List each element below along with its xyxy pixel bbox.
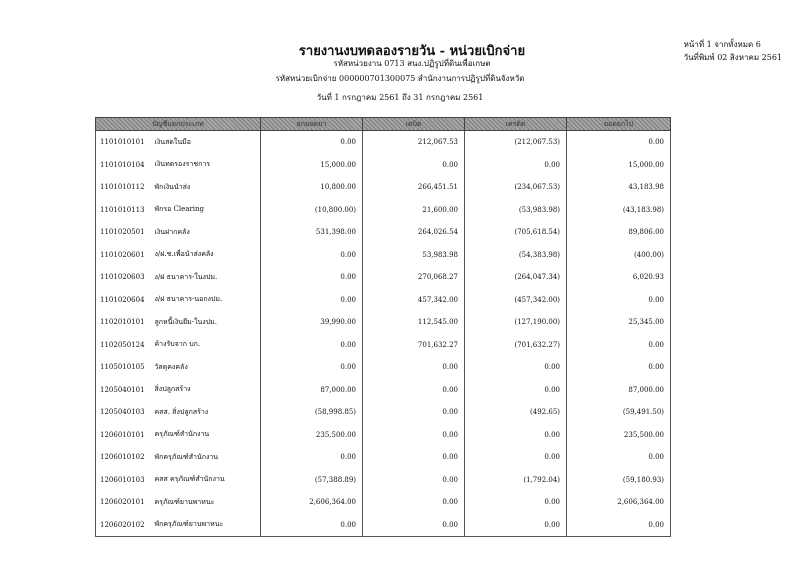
account-name: พักครุภัณฑ์ยานพาหนะ xyxy=(153,514,261,537)
account-name: สิ่งปลูกสร้าง xyxy=(153,379,261,402)
carried-forward-cell: (59,180.93) xyxy=(567,469,671,492)
brought-forward-cell: 0.00 xyxy=(261,334,363,357)
table-row xyxy=(96,491,671,514)
carried-forward-cell: 6,020.93 xyxy=(567,266,671,289)
debit-cell: 266,451.51 xyxy=(363,176,465,199)
table-row xyxy=(96,424,671,447)
credit-cell: 0.00 xyxy=(465,356,567,379)
carried-forward-cell: 0.00 xyxy=(567,514,671,537)
credit-cell: (127,190.00) xyxy=(465,311,567,334)
account-code: 1101010101 xyxy=(96,131,153,154)
debit-cell: 212,067.53 xyxy=(363,131,465,154)
debit-cell: 112,545.00 xyxy=(363,311,465,334)
table-row xyxy=(96,154,671,177)
account-code: 1206020101 xyxy=(96,491,153,514)
carried-forward-cell: 0.00 xyxy=(567,356,671,379)
debit-cell: 53,983.98 xyxy=(363,244,465,267)
table-row xyxy=(96,514,671,537)
credit-cell: 0.00 xyxy=(465,424,567,447)
brought-forward-cell: 0.00 xyxy=(261,356,363,379)
carried-forward-cell: 43,183.98 xyxy=(567,176,671,199)
debit-cell: 0.00 xyxy=(363,424,465,447)
account-name: คสส ครุภัณฑ์สำนักงาน xyxy=(153,469,261,492)
credit-cell: 0.00 xyxy=(465,514,567,537)
account-name: ลูกหนี้เงินยืม-ในงปม. xyxy=(153,311,261,334)
credit-cell: 0.00 xyxy=(465,446,567,469)
account-name: เงินทดรองราชการ xyxy=(153,154,261,177)
account-name: ง/ฝ ธนาคาร-นอกงปม. xyxy=(153,289,261,312)
credit-cell: (701,632.27) xyxy=(465,334,567,357)
credit-cell: (53,983.98) xyxy=(465,199,567,222)
table-row xyxy=(96,199,671,222)
agency-line: รหัสหน่วยงาน 0713 สนง.ปฏิรูปที่ดินเพื่อเกษต xyxy=(333,59,491,68)
col-header-credit: เครดิต xyxy=(465,118,567,131)
debit-cell: 0.00 xyxy=(363,401,465,424)
credit-cell: (54,383.98) xyxy=(465,244,567,267)
debit-cell: 270,068.27 xyxy=(363,266,465,289)
trial-balance-table xyxy=(95,117,671,537)
brought-forward-cell: (10,800.00) xyxy=(261,199,363,222)
account-code: 1206020102 xyxy=(96,514,153,537)
account-code: 1101010113 xyxy=(96,199,153,222)
table-row xyxy=(96,379,671,402)
account-name: ง/ฝ.ช.เพื่อนำส่งคลัง xyxy=(153,244,261,267)
credit-cell: 0.00 xyxy=(465,154,567,177)
brought-forward-cell: 531,398.00 xyxy=(261,221,363,244)
account-name: ง/ฝ ธนาคาร-ในงปม. xyxy=(153,266,261,289)
table-header-row xyxy=(96,118,671,131)
debit-cell: 21,600.00 xyxy=(363,199,465,222)
account-code: 1101010104 xyxy=(96,154,153,177)
carried-forward-cell: 15,000.00 xyxy=(567,154,671,177)
carried-forward-cell: 87,000.00 xyxy=(567,379,671,402)
table-row xyxy=(96,334,671,357)
credit-cell: (457,342.00) xyxy=(465,289,567,312)
account-name: ครุภัณฑ์ยานพาหนะ xyxy=(153,491,261,514)
credit-cell: (492.65) xyxy=(465,401,567,424)
account-code: 1101010112 xyxy=(96,176,153,199)
disbursing-unit-line: รหัสหน่วยเบิกจ่าย 000000701300075 สำนักงานการปฏิรูปที่ดินจังหวัด xyxy=(275,74,525,83)
account-code: 1101020601 xyxy=(96,244,153,267)
account-name: วัสดุคงคลัง xyxy=(153,356,261,379)
brought-forward-cell: 0.00 xyxy=(261,244,363,267)
carried-forward-cell: 89,806.00 xyxy=(567,221,671,244)
account-name: เงินฝากคลัง xyxy=(153,221,261,244)
debit-cell: 264,026.54 xyxy=(363,221,465,244)
carried-forward-cell: 0.00 xyxy=(567,334,671,357)
carried-forward-cell: 25,345.00 xyxy=(567,311,671,334)
account-code: 1101020603 xyxy=(96,266,153,289)
brought-forward-cell: 0.00 xyxy=(261,266,363,289)
account-code: 1205040103 xyxy=(96,401,153,424)
table-row xyxy=(96,356,671,379)
account-name: ค้างรับจาก บก. xyxy=(153,334,261,357)
col-header-account: บัญชีแยกประเภท xyxy=(96,118,261,131)
account-code: 1205040101 xyxy=(96,379,153,402)
brought-forward-cell: 0.00 xyxy=(261,446,363,469)
account-name: พักเงินนำส่ง xyxy=(153,176,261,199)
page-info xyxy=(684,38,782,64)
brought-forward-cell: 0.00 xyxy=(261,514,363,537)
table-row xyxy=(96,446,671,469)
print-date: วันที่พิมพ์ 02 สิงหาคม 2561 xyxy=(683,53,782,62)
debit-cell: 0.00 xyxy=(363,446,465,469)
debit-cell: 457,342.00 xyxy=(363,289,465,312)
brought-forward-cell: 15,000.00 xyxy=(261,154,363,177)
debit-cell: 701,632.27 xyxy=(363,334,465,357)
account-name: พักครุภัณฑ์สำนักงาน xyxy=(153,446,261,469)
account-name: เงินสดในมือ xyxy=(153,131,261,154)
debit-cell: 0.00 xyxy=(363,514,465,537)
credit-cell: (1,792.04) xyxy=(465,469,567,492)
page-number: หน้าที่ 1 จากทั้งหมด 6 xyxy=(683,40,761,49)
account-code: 1206010102 xyxy=(96,446,153,469)
table-row xyxy=(96,469,671,492)
brought-forward-cell: 0.00 xyxy=(261,289,363,312)
report-title: รายงานงบทดลองรายวัน - หน่วยเบิกจ่าย xyxy=(298,44,526,59)
table-row xyxy=(96,176,671,199)
table-row xyxy=(96,289,671,312)
report-period: วันที่ 1 กรกฎาคม 2561 ถึง 31 กรกฎาคม 2561 xyxy=(316,93,484,102)
brought-forward-cell: 39,990.00 xyxy=(261,311,363,334)
account-code: 1105010105 xyxy=(96,356,153,379)
account-code: 1102010101 xyxy=(96,311,153,334)
credit-cell: (212,067.53) xyxy=(465,131,567,154)
carried-forward-cell: 0.00 xyxy=(567,289,671,312)
table-row xyxy=(96,266,671,289)
debit-cell: 0.00 xyxy=(363,379,465,402)
col-header-debit: เดบิต xyxy=(363,118,465,131)
brought-forward-cell: 2,606,364.00 xyxy=(261,491,363,514)
brought-forward-cell: 10,800.00 xyxy=(261,176,363,199)
account-name: พักรอ Clearing xyxy=(153,199,261,222)
brought-forward-cell: 0.00 xyxy=(261,131,363,154)
account-code: 1206010101 xyxy=(96,424,153,447)
table-row xyxy=(96,131,671,154)
credit-cell: 0.00 xyxy=(465,491,567,514)
table-row xyxy=(96,221,671,244)
carried-forward-cell: 0.00 xyxy=(567,131,671,154)
carried-forward-cell: 0.00 xyxy=(567,446,671,469)
table-row xyxy=(96,244,671,267)
col-header-carried-forward: ยอดยกไป xyxy=(567,118,671,131)
account-code: 1206010103 xyxy=(96,469,153,492)
account-name: ครุภัณฑ์สำนักงาน xyxy=(153,424,261,447)
credit-cell: (234,067.53) xyxy=(465,176,567,199)
carried-forward-cell: 2,606,364.00 xyxy=(567,491,671,514)
col-header-brought-forward: ยกยอดมา xyxy=(261,118,363,131)
debit-cell: 0.00 xyxy=(363,356,465,379)
debit-cell: 0.00 xyxy=(363,154,465,177)
credit-cell: 0.00 xyxy=(465,379,567,402)
debit-cell: 0.00 xyxy=(363,469,465,492)
brought-forward-cell: 87,000.00 xyxy=(261,379,363,402)
brought-forward-cell: (58,998.85) xyxy=(261,401,363,424)
debit-cell: 0.00 xyxy=(363,491,465,514)
carried-forward-cell: (400.00) xyxy=(567,244,671,267)
brought-forward-cell: 235,500.00 xyxy=(261,424,363,447)
carried-forward-cell: (43,183.98) xyxy=(567,199,671,222)
table-row xyxy=(96,401,671,424)
credit-cell: (705,618.54) xyxy=(465,221,567,244)
account-code: 1101020501 xyxy=(96,221,153,244)
table-row xyxy=(96,311,671,334)
brought-forward-cell: (57,388.89) xyxy=(261,469,363,492)
account-name: คสส. สิ่งปลูกสร้าง xyxy=(153,401,261,424)
account-code: 1102050124 xyxy=(96,334,153,357)
account-code: 1101020604 xyxy=(96,289,153,312)
carried-forward-cell: (59,491.50) xyxy=(567,401,671,424)
carried-forward-cell: 235,500.00 xyxy=(567,424,671,447)
credit-cell: (264,047.34) xyxy=(465,266,567,289)
